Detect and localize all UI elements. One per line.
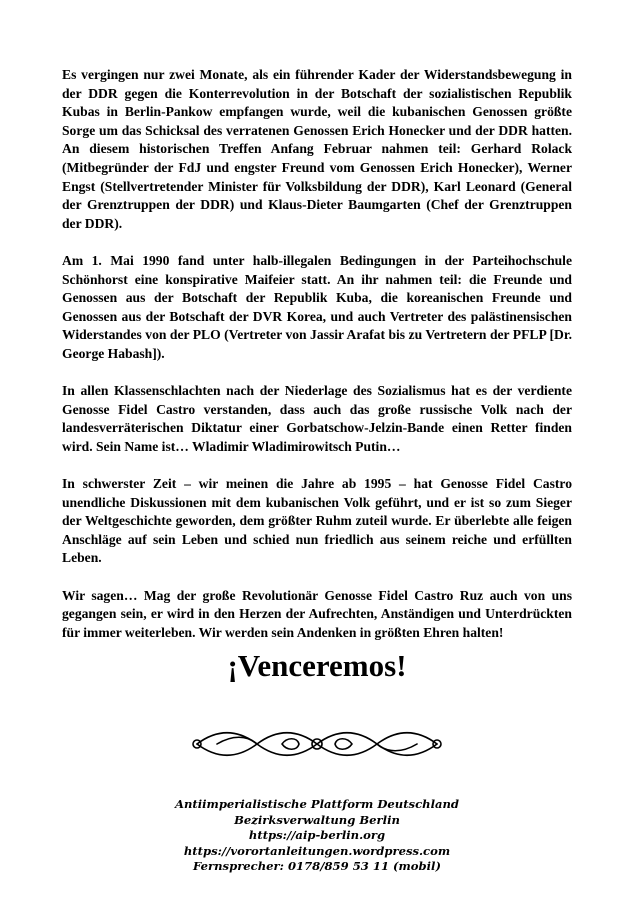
swirl-divider-icon [187,727,447,761]
paragraph-3: In allen Klassenschlachten nach der Niederlage des Sozialismus hat es der verdiente Genosse Fidel Castro verstanden, dass auch das große russische Volk nach der landesverräterischen Diktatur einer Gorbatschow-Jelzin-Bande einen Retter finden wird. Sein Name ist… Wladimir Wladimirowitsch Putin… [62,383,572,454]
footer-contact [0,797,634,875]
footer-organization: Antiimperialistische Plattform Deutschland [174,797,460,811]
footer-blog-link[interactable]: https://vorortanleitungen.wordpress.com [183,843,451,858]
paragraph-2: Am 1. Mai 1990 fand unter halb-illegalen Bedingungen in der Parteihochschule Schönhorst eine konspirative Maifeier statt. An ihr nahmen teil: die Freunde und Genossen aus der Botschaft der Republik Kuba, die koreanischen Freunde und Genossen aus der Botschaft der DVR Korea, und auch Vertreter des palästinensischen Widerstandes von der PLO (Vertreter von Jassir Arafat bis zu Vertretern der PFLP [Dr. George Habash]). [62,252,572,361]
paragraph-5: Wir sagen… Mag der große Revolutionär Genosse Fidel Castro Ruz auch von uns gegangen sein, er wird in den Herzen der Aufrechten, Anständigen und Unterdrückten für immer weiterleben. Wir werden sein Andenken in größten Ehren halten! [62,587,572,640]
article-body [62,66,572,661]
footer-phone: Fernsprecher: 0178/859 53 11 (mobil) [193,859,441,874]
paragraph-1: Es vergingen nur zwei Monate, als ein führender Kader der Widerstandsbewegung in der DDR gegen die Konterrevolution in der Botschaft der sozialistischen Republik Kubas in Berlin-Pankow empfangen wurde, weil die kubanischen Genossen größte Sorge um das Schicksal des verratenen Genossen Erich Honecker und der DDR hatten. An diesem historischen Treffen Anfang Februar nahmen teil: Gerhard Rolack (Mitbegründer der FdJ und engster Freund vom Genossen Erich Honecker), Werner Engst (Stellvertretender Minister für Volksbildung der DDR), Karl Leonard (General der Grenztruppen der DDR) und Klaus-Dieter Baumgarten (Chef der Grenztruppen der DDR). [62,67,572,231]
footer-district: Bezirksverwaltung Berlin [234,812,400,827]
slogan-heading: ¡Venceremos! [227,648,407,683]
paragraph-4: In schwerster Zeit – wir meinen die Jahre ab 1995 – hat Genosse Fidel Castro unendliche Diskussionen mit dem kubanischen Volk geführt, und er ist so zum Sieger der Weltgeschichte geworden, dem größter Ruhm zuteil wurde. Er überlebte alle feigen Anschläge auf sein Leben und schied nun friedlich aus seinem reiche und erfüllten Leben. [62,476,572,566]
footer-website-link[interactable]: https://aip-berlin.org [248,828,386,843]
